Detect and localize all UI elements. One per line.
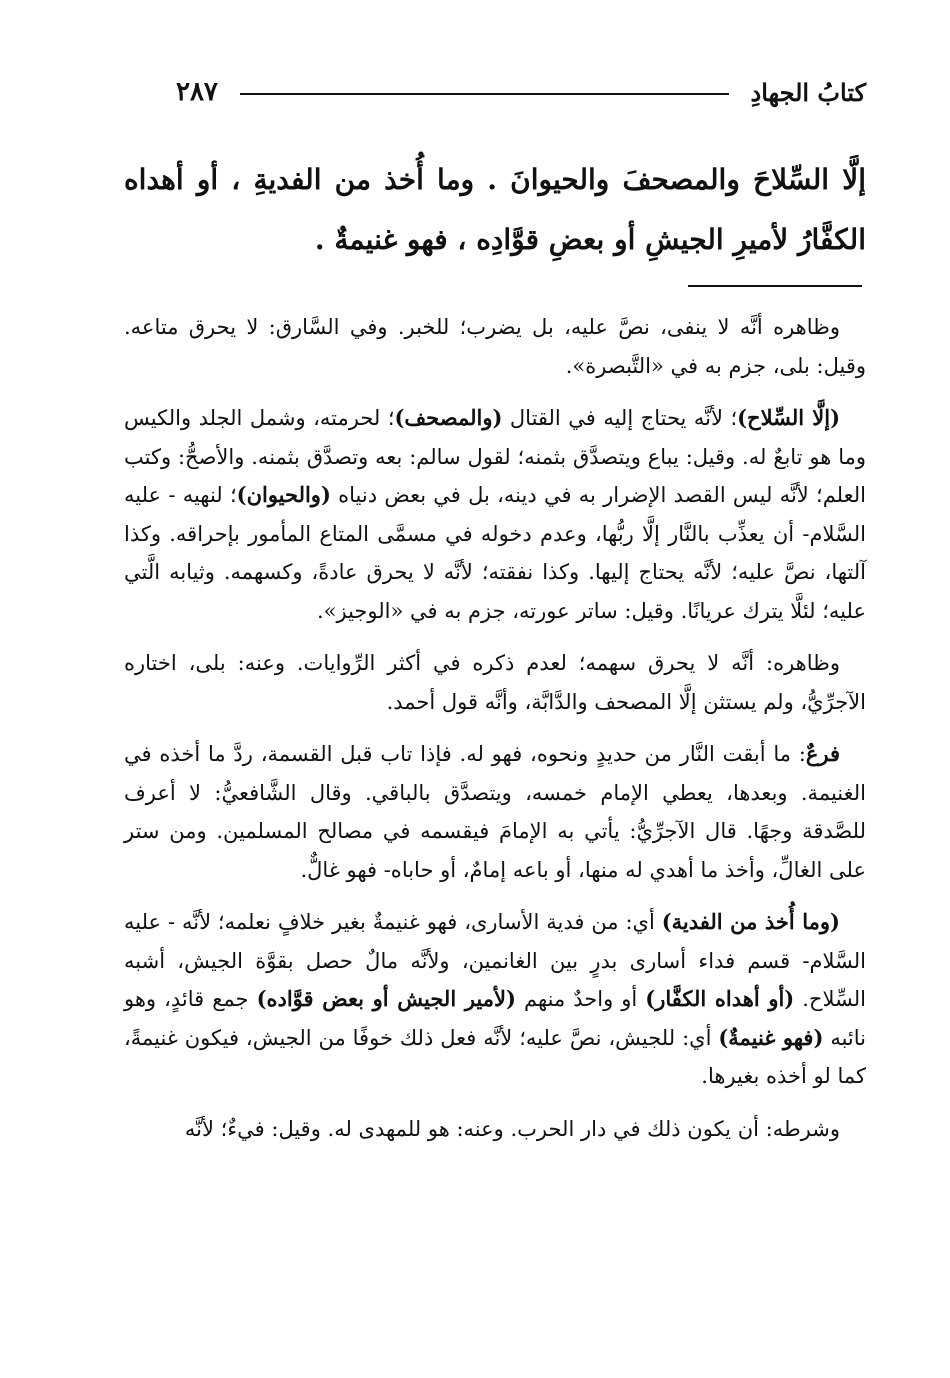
running-title: كتابُ الجهادِ	[750, 77, 866, 107]
commentary-paragraph: (وما أُخذ من الفدية) أي: من فدية الأسارى، فهو غنيمةٌ بغير خلافٍ نعلمه؛ لأنَّه - عليه السَّلام- قسم فداء أسارى بدرٍ بين الغانمين، ولأنَّه مالٌ حصل بقوَّة الجيش، أشبه السِّلاح. (أو أهداه الكفَّار) أو واحدٌ منهم (لأمير الجيش أو بعض قوَّاده) جمع قائدٍ، وهو نائبه (فهو غنيمةٌ) أي: للجيش، نصَّ عليه؛ لأنَّه فعل ذلك خوفًا من الجيش، فيكون غنيمةً، كما لو أخذه بغيرها.	[124, 909, 867, 1088]
section-label: فرعٌ	[805, 741, 840, 766]
header-rule	[240, 93, 729, 95]
quoted-matn: (أو أهداه الكفَّار)	[645, 986, 795, 1011]
matn-text: إلَّا السِّلاحَ والمصحفَ والحيوانَ . وما أُخذ من الفديةِ ، أو أهداه الكفَّارُ لأميرِ الجيشِ أو بعضِ قوَّادِه ، فهو غنيمةٌ .	[124, 163, 866, 256]
commentary-paragraph: (إلَّا السِّلاح)؛ لأنَّه يحتاج إليه في القتال (والمصحف)؛ لحرمته، وشمل الجلد والكيس وما هو تابعٌ له. وقيل: يباع ويتصدَّق بثمنه؛ لقول سالم: بعه وتصدَّق بثمنه. والأصحُّ: وكتب العلم؛ لأنَّه ليس القصد الإضرار به في دينه، بل في بعض دنياه (والحيوان)؛ لنهيه - عليه السَّلام- أن يعذِّب بالنَّار إلَّا ربُّها، وعدم دخوله في مسمَّى المتاع المأمور بإحراقه. وكذا آلتها، نصَّ عليه؛ لأنَّه يحتاج إليها. وكذا نفقته؛ لأنَّه لا يحرق عادةً، وكسهمه. وثيابه الَّتي عليه؛ لئلَّا يترك عريانًا. وقيل: ساتر عورته، جزم به في «الوجيز».	[124, 405, 866, 623]
page-header	[176, 72, 866, 112]
quoted-matn: (وما أُخذ من الفدية)	[661, 909, 840, 934]
quoted-matn: (إلَّا السِّلاح)	[737, 405, 841, 430]
commentary-paragraph: وشرطه: أن يكون ذلك في دار الحرب. وعنه: هو للمهدى له. وقيل: فيءٌ؛ لأنَّه	[184, 1116, 840, 1141]
quoted-matn: (والمصحف)	[394, 405, 503, 430]
page-number: ٢٨٧	[176, 77, 218, 107]
commentary-paragraph: فرعٌ: ما أبقت النَّار من حديدٍ ونحوه، فهو له. فإذا تاب قبل القسمة، ردَّ ما أخذه في الغنيمة. وبعدها، يعطي الإمام خمسه، ويتصدَّق بالباقي. وقال الشَّافعيُّ: لا أعرف للصَّدقة وجهًا. قال الآجرِّيُّ: يأتي به الإمامَ فيقسمه في مصالح المسلمين. ومن ستر على الغالِّ، وأخذ ما أهدي له منها، أو باعه إمامٌ، أو حاباه- فهو غالٌّ.	[124, 741, 866, 882]
quoted-matn: (فهو غنيمةٌ)	[718, 1024, 824, 1050]
quoted-matn: (والحيوان)	[236, 482, 331, 507]
commentary-paragraph: وظاهره أنَّه لا ينفى، نصَّ عليه، بل يضرب؛ للخبر. وفي السَّارق: لا يحرق متاعه. وقيل: بلى، جزم به في «التَّبصرة».	[124, 315, 866, 378]
commentary-body	[124, 308, 866, 1162]
footnote-divider	[688, 285, 862, 287]
commentary-paragraph: وظاهره: أنَّه لا يحرق سهمه؛ لعدم ذكره في أكثر الرِّوايات. وعنه: بلى، اختاره الآجرِّيُّ، ولم يستثن إلَّا المصحف والدَّابَّة، وأنَّه قول أحمد.	[124, 651, 866, 714]
quoted-matn: (لأمير الجيش أو بعض قوَّاده)	[256, 986, 516, 1011]
